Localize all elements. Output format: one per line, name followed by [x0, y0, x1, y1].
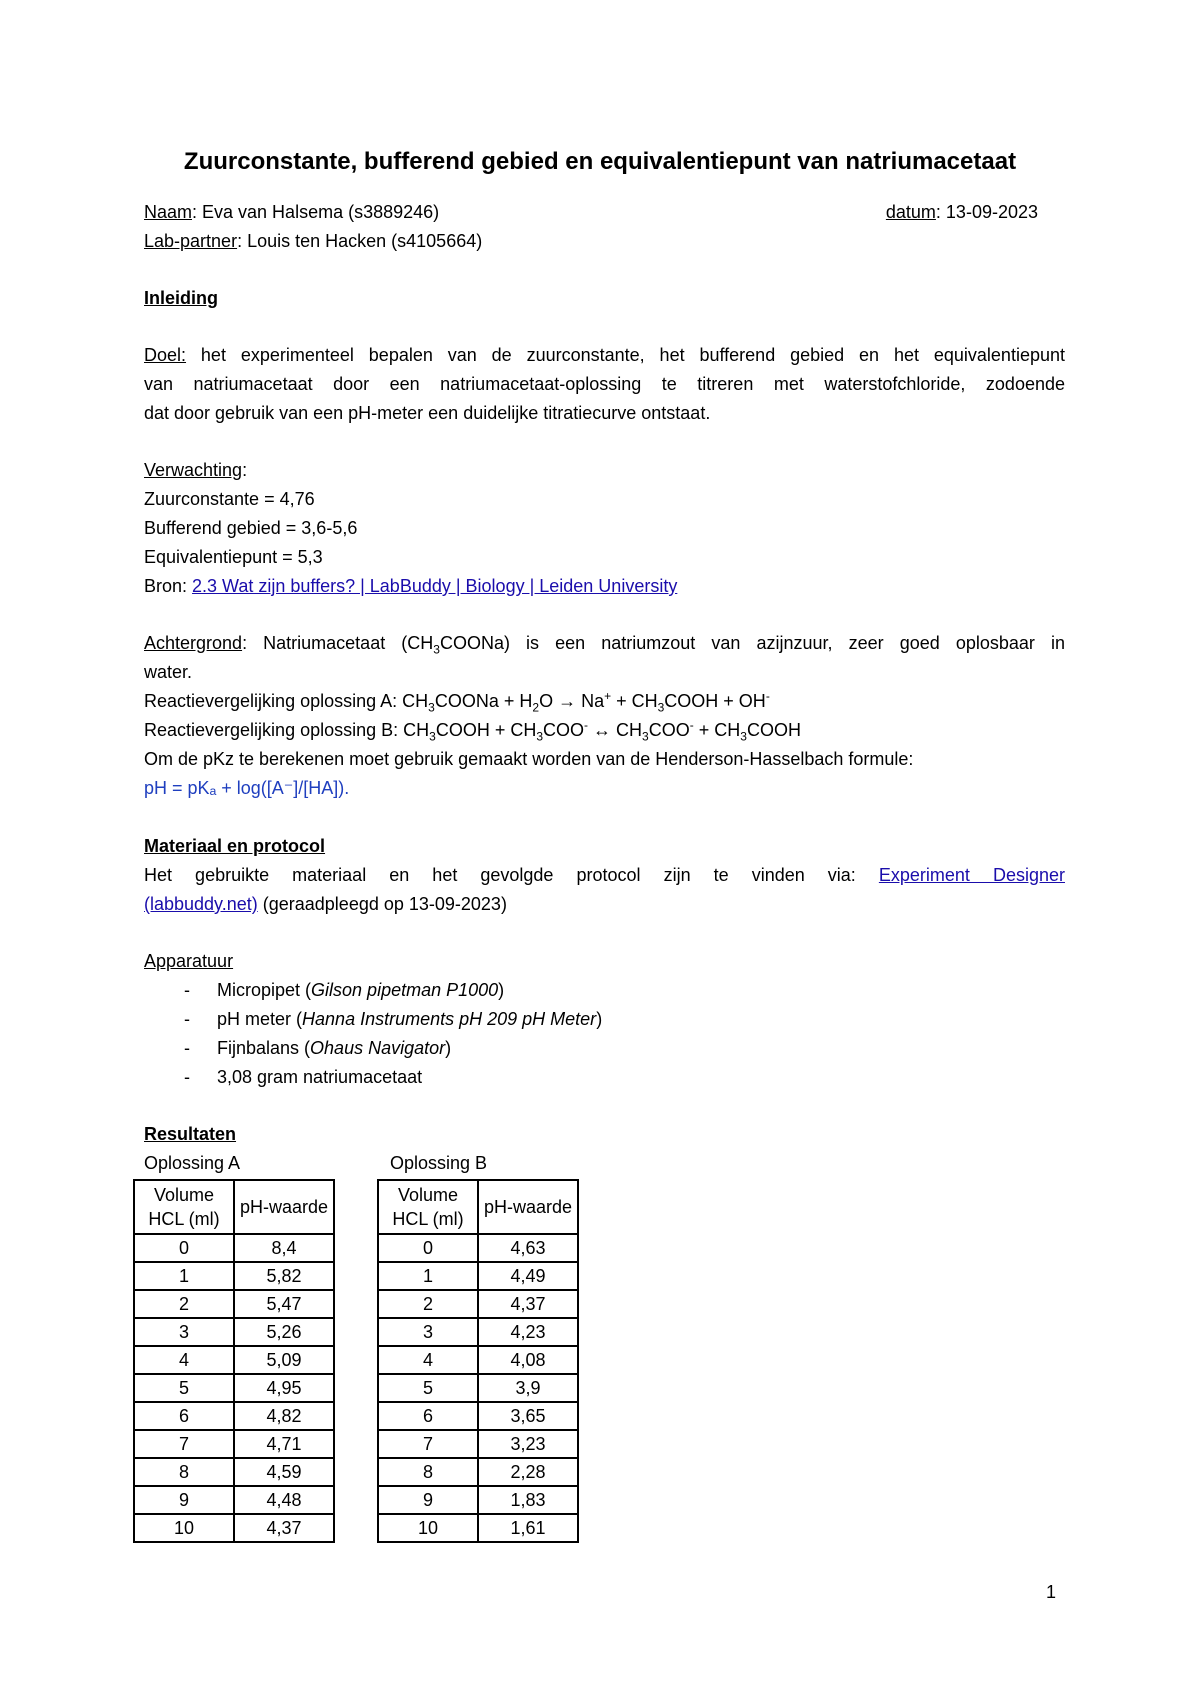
pkz-line: Om de pKz te berekenen moet gebruik gemaakt worden van de Henderson-Hasselbach formule:	[144, 749, 914, 769]
table-row	[134, 1514, 334, 1542]
reactie-b-part: COO	[648, 720, 690, 740]
reactievergelijking-b	[144, 716, 801, 744]
subscript: 3	[428, 700, 435, 715]
inleiding-heading: Inleiding	[144, 288, 218, 308]
volume-cell: 2	[378, 1290, 478, 1318]
item-model: Ohaus Navigator	[310, 1038, 446, 1058]
materiaal-heading: Materiaal en protocol	[144, 836, 326, 856]
lab-partner-label: Lab-partner	[144, 231, 238, 251]
bron-line	[144, 572, 677, 600]
table-row	[378, 1262, 578, 1290]
bullet-dash: -	[184, 1009, 190, 1029]
volume-cell: 6	[378, 1402, 478, 1430]
ph-cell: 1,83	[478, 1486, 578, 1514]
resultaten-heading: Resultaten	[144, 1124, 237, 1144]
reactie-b-part: COOH + CH	[435, 720, 537, 740]
table-row	[378, 1234, 578, 1262]
verwachting-label: Verwachting	[144, 460, 243, 480]
superscript: -	[689, 718, 694, 732]
item-close: )	[445, 1038, 452, 1058]
table-row	[134, 1234, 334, 1262]
apparatuur-heading: Apparatuur	[144, 951, 234, 971]
ph-cell: 2,28	[478, 1458, 578, 1486]
table-b-caption: Oplossing B	[390, 1153, 488, 1173]
volume-cell: 9	[378, 1486, 478, 1514]
apparatuur-item	[217, 1034, 451, 1062]
ph-cell: 4,95	[234, 1374, 334, 1402]
verwachting-equivalentiepunt: Equivalentiepunt = 5,3	[144, 547, 323, 567]
table-row	[134, 1374, 334, 1402]
reactie-b-part: COO	[543, 720, 585, 740]
item-name: 3,08 gram natriumacetaat	[217, 1067, 423, 1087]
experiment-designer-link[interactable]: Experiment Designer	[878, 865, 1065, 885]
volume-cell: 7	[378, 1430, 478, 1458]
table-row	[378, 1402, 578, 1430]
volume-cell: 4	[378, 1346, 478, 1374]
apparatuur-item	[217, 976, 504, 1004]
table-row	[378, 1346, 578, 1374]
henderson-formula: pH = pKₐ + log([A⁻]/[HA]).	[144, 778, 350, 798]
subscript: 3	[740, 729, 747, 744]
item-model: Gilson pipetman P1000	[311, 980, 499, 1000]
ph-cell: 1,61	[478, 1514, 578, 1542]
doel-line-1	[144, 341, 1065, 369]
subscript: 3	[536, 729, 544, 744]
table-row	[134, 1458, 334, 1486]
volume-cell: 1	[134, 1262, 234, 1290]
superscript: -	[765, 689, 770, 703]
table-row	[134, 1346, 334, 1374]
table-row	[378, 1290, 578, 1318]
ph-cell: 5,47	[234, 1290, 334, 1318]
apparatuur-item	[217, 1063, 422, 1091]
page-number: 1	[1045, 1582, 1056, 1602]
volume-cell: 3	[134, 1318, 234, 1346]
naam-line	[144, 198, 439, 226]
ph-cell: 4,71	[234, 1430, 334, 1458]
column-header-ph: pH-waarde	[478, 1180, 578, 1234]
datum-line	[886, 198, 1038, 226]
table-row	[378, 1430, 578, 1458]
volume-cell: 8	[134, 1458, 234, 1486]
reactie-a-part: O → Na	[539, 691, 605, 711]
achtergrond-text-a: : Natriumacetaat (CH	[242, 633, 434, 653]
verwachting-zuurconstante: Zuurconstante = 4,76	[144, 489, 315, 509]
reactie-a-part: Reactievergelijking oplossing A: CH	[144, 691, 429, 711]
bron-link[interactable]: 2.3 Wat zijn buffers? | LabBuddy | Biology | Leiden University	[192, 576, 678, 596]
ph-cell: 4,48	[234, 1486, 334, 1514]
reactie-a-part: COOH + OH	[664, 691, 766, 711]
bullet-dash: -	[184, 980, 190, 1000]
achtergrond-text-b: COONa) is een natriumzout van azijnzuur, zeer goed oplosbaar in	[439, 633, 1065, 653]
ph-cell: 8,4	[234, 1234, 334, 1262]
ph-cell: 3,65	[478, 1402, 578, 1430]
volume-cell: 5	[378, 1374, 478, 1402]
volume-cell: 0	[378, 1234, 478, 1262]
reactie-b-part: Reactievergelijking oplossing B: CH	[144, 720, 430, 740]
document-title: Zuurconstante, bufferend gebied en equivalentiepunt van natriumacetaat	[183, 148, 1017, 175]
labbuddy-link[interactable]: (labbuddy.net)	[144, 894, 258, 914]
materiaal-line-1	[144, 861, 1065, 889]
naam-value: : Eva van Halsema (s3889246)	[192, 202, 440, 222]
volume-cell: 8	[378, 1458, 478, 1486]
volume-cell: 0	[134, 1234, 234, 1262]
results-table-b	[377, 1179, 579, 1543]
table-row	[378, 1374, 578, 1402]
ph-cell: 4,23	[478, 1318, 578, 1346]
ph-cell: 3,23	[478, 1430, 578, 1458]
datum-label: datum	[885, 202, 936, 222]
item-model: Hanna Instruments pH 209 pH Meter	[302, 1009, 597, 1029]
subscript: 3	[429, 729, 436, 744]
item-close: )	[596, 1009, 603, 1029]
volume-cell: 1	[378, 1262, 478, 1290]
superscript: +	[604, 689, 612, 703]
ph-cell: 5,09	[234, 1346, 334, 1374]
subscript: 3	[433, 642, 440, 657]
table-row	[378, 1318, 578, 1346]
item-name: pH meter (	[217, 1009, 303, 1029]
ph-cell: 4,63	[478, 1234, 578, 1262]
ph-cell: 3,9	[478, 1374, 578, 1402]
apparatuur-item	[217, 1005, 602, 1033]
ph-cell: 4,49	[478, 1262, 578, 1290]
item-name: Fijnbalans (	[217, 1038, 311, 1058]
table-row	[378, 1458, 578, 1486]
column-header-ph: pH-waarde	[234, 1180, 334, 1234]
subscript: 3	[642, 729, 649, 744]
results-table-a	[133, 1179, 335, 1543]
materiaal-text: Het gebruikte materiaal en het gevolgde protocol zijn te vinden via:	[144, 865, 856, 885]
achtergrond-label: Achtergrond	[144, 633, 243, 653]
item-name: Micropipet (	[217, 980, 312, 1000]
table-row	[134, 1402, 334, 1430]
doel-text-1: het experimenteel bepalen van de zuurconstante, het bufferend gebied en het equivalentiepunt	[186, 345, 1065, 365]
lab-partner-line	[144, 227, 482, 255]
reactie-b-part: + CH	[693, 720, 741, 740]
materiaal-date: (geraadpleegd op 13-09-2023)	[257, 894, 507, 914]
volume-cell: 10	[134, 1514, 234, 1542]
subscript: 2	[532, 700, 540, 715]
volume-cell: 2	[134, 1290, 234, 1318]
verwachting-heading	[144, 456, 247, 484]
reactie-a-part: COONa + H	[434, 691, 533, 711]
achtergrond-line-1	[144, 629, 1065, 657]
table-row	[134, 1290, 334, 1318]
reactie-b-part: COOH	[746, 720, 801, 740]
table-row	[378, 1514, 578, 1542]
materiaal-line-2	[144, 890, 507, 918]
subscript: 3	[657, 700, 665, 715]
ph-cell: 4,37	[234, 1514, 334, 1542]
superscript: -	[584, 718, 589, 732]
reactievergelijking-a	[144, 687, 770, 715]
bron-label: Bron:	[144, 576, 193, 596]
ph-cell: 5,26	[234, 1318, 334, 1346]
ph-cell: 4,08	[478, 1346, 578, 1374]
table-row	[134, 1430, 334, 1458]
column-header-volume: Volume HCL (ml)	[378, 1180, 478, 1234]
verwachting-colon: :	[242, 460, 248, 480]
item-close: )	[498, 980, 505, 1000]
table-row	[378, 1486, 578, 1514]
volume-cell: 9	[134, 1486, 234, 1514]
volume-cell: 10	[378, 1514, 478, 1542]
doel-line-3: dat door gebruik van een pH-meter een duidelijke titratiecurve ontstaat.	[144, 403, 711, 423]
ph-cell: 4,59	[234, 1458, 334, 1486]
doel-line-2: van natriumacetaat door een natriumacetaat-oplossing te titreren met waterstofchloride, zodoende	[144, 374, 1065, 394]
bullet-dash: -	[184, 1038, 190, 1058]
bullet-dash: -	[184, 1067, 190, 1087]
doel-label: Doel:	[144, 345, 187, 365]
lab-partner-value: : Louis ten Hacken (s4105664)	[237, 231, 483, 251]
ph-cell: 4,82	[234, 1402, 334, 1430]
reactie-a-part: + CH	[611, 691, 658, 711]
datum-value: : 13-09-2023	[935, 202, 1038, 222]
table-row	[134, 1318, 334, 1346]
ph-cell: 4,37	[478, 1290, 578, 1318]
achtergrond-line-2: water.	[144, 662, 193, 682]
volume-cell: 5	[134, 1374, 234, 1402]
table-row	[134, 1486, 334, 1514]
reactie-b-part: ↔ CH	[588, 720, 643, 740]
volume-cell: 4	[134, 1346, 234, 1374]
table-row	[134, 1262, 334, 1290]
naam-label: Naam	[144, 202, 193, 222]
volume-cell: 7	[134, 1430, 234, 1458]
volume-cell: 3	[378, 1318, 478, 1346]
ph-cell: 5,82	[234, 1262, 334, 1290]
column-header-volume: Volume HCL (ml)	[134, 1180, 234, 1234]
table-a-caption: Oplossing A	[144, 1153, 241, 1173]
verwachting-bufferend: Bufferend gebied = 3,6-5,6	[144, 518, 358, 538]
volume-cell: 6	[134, 1402, 234, 1430]
